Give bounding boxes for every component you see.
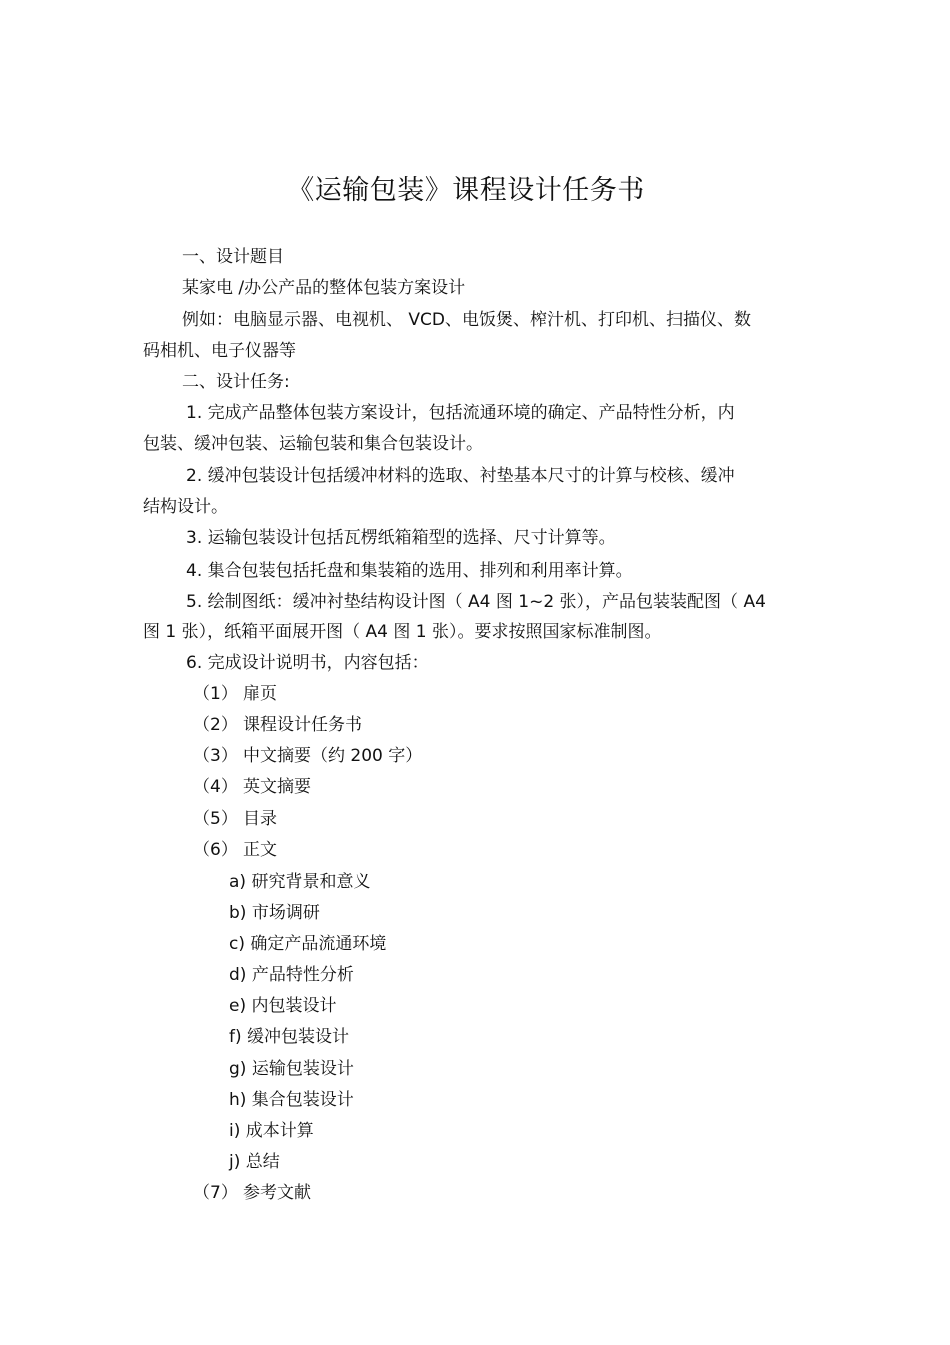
contents-item-label: 课程设计任务书 [243,715,362,735]
contents-item [193,1181,311,1205]
body-item: b) 市场调研 [229,903,320,923]
contents-item [193,744,422,768]
contents-item-number: （5） [193,809,238,829]
task2-line-2: 结构设计。 [143,497,228,517]
contents-item-number: （1） [193,684,238,704]
contents-item-number: （6） [193,840,238,860]
contents-item-number: （4） [193,777,238,797]
body-item: i) 成本计算 [229,1121,314,1141]
body-item: d) 产品特性分析 [229,965,354,985]
body-item: h) 集合包装设计 [229,1090,354,1110]
contents-item-label: 英文摘要 [243,777,311,797]
contents-item-label: 正文 [243,840,277,860]
task5-line-1: 5. 绘制图纸：缓冲衬垫结构设计图（ A4 图 1~2 张），产品包装装配图（ A4 [186,592,766,612]
contents-item [193,838,277,862]
contents-item-label: 扉页 [243,684,277,704]
body-item: a) 研究背景和意义 [229,872,371,892]
contents-item [193,682,277,706]
contents-item-number: （3） [193,746,238,766]
task4: 4. 集合包装包括托盘和集装箱的选用、排列和利用率计算。 [186,561,633,581]
body-item: g) 运输包装设计 [229,1059,354,1079]
design-topic: 某家电 /办公产品的整体包装方案设计 [182,278,466,298]
section2-heading: 二、设计任务: [182,372,290,392]
task1-line-2: 包装、缓冲包装、运输包装和集合包装设计。 [143,434,483,454]
example-line-2: 码相机、电子仪器等 [143,341,296,361]
example-line-1: 例如：电脑显示器、电视机、 VCD、电饭煲、榨汁机、打印机、扫描仪、数 [182,310,751,330]
contents-item-label: 目录 [243,809,277,829]
task6: 6. 完成设计说明书，内容包括： [186,653,429,673]
body-item: f) 缓冲包装设计 [229,1027,350,1047]
contents-item-number: （2） [193,715,238,735]
contents-item [193,713,362,737]
task5-line-2: 图 1 张），纸箱平面展开图（ A4 图 1 张）。要求按照国家标准制图。 [143,622,662,642]
body-item: c) 确定产品流通环境 [229,934,387,954]
body-item: e) 内包装设计 [229,996,337,1016]
contents-item [193,775,311,799]
task2-line-1: 2. 缓冲包装设计包括缓冲材料的选取、衬垫基本尺寸的计算与校核、缓冲 [186,466,735,486]
body-item: j) 总结 [229,1152,280,1172]
task3: 3. 运输包装设计包括瓦楞纸箱箱型的选择、尺寸计算等。 [186,528,616,548]
section1-heading: 一、设计题目 [182,247,284,267]
document-title: 《运输包装》课程设计任务书 [287,175,645,206]
contents-item [193,807,277,831]
contents-item-label: 中文摘要（约 200 字） [243,746,423,766]
task1-line-1: 1. 完成产品整体包装方案设计，包括流通环境的确定、产品特性分析，内 [186,403,735,423]
contents-item-number: （7） [193,1183,238,1203]
contents-item-label: 参考文献 [243,1183,311,1203]
